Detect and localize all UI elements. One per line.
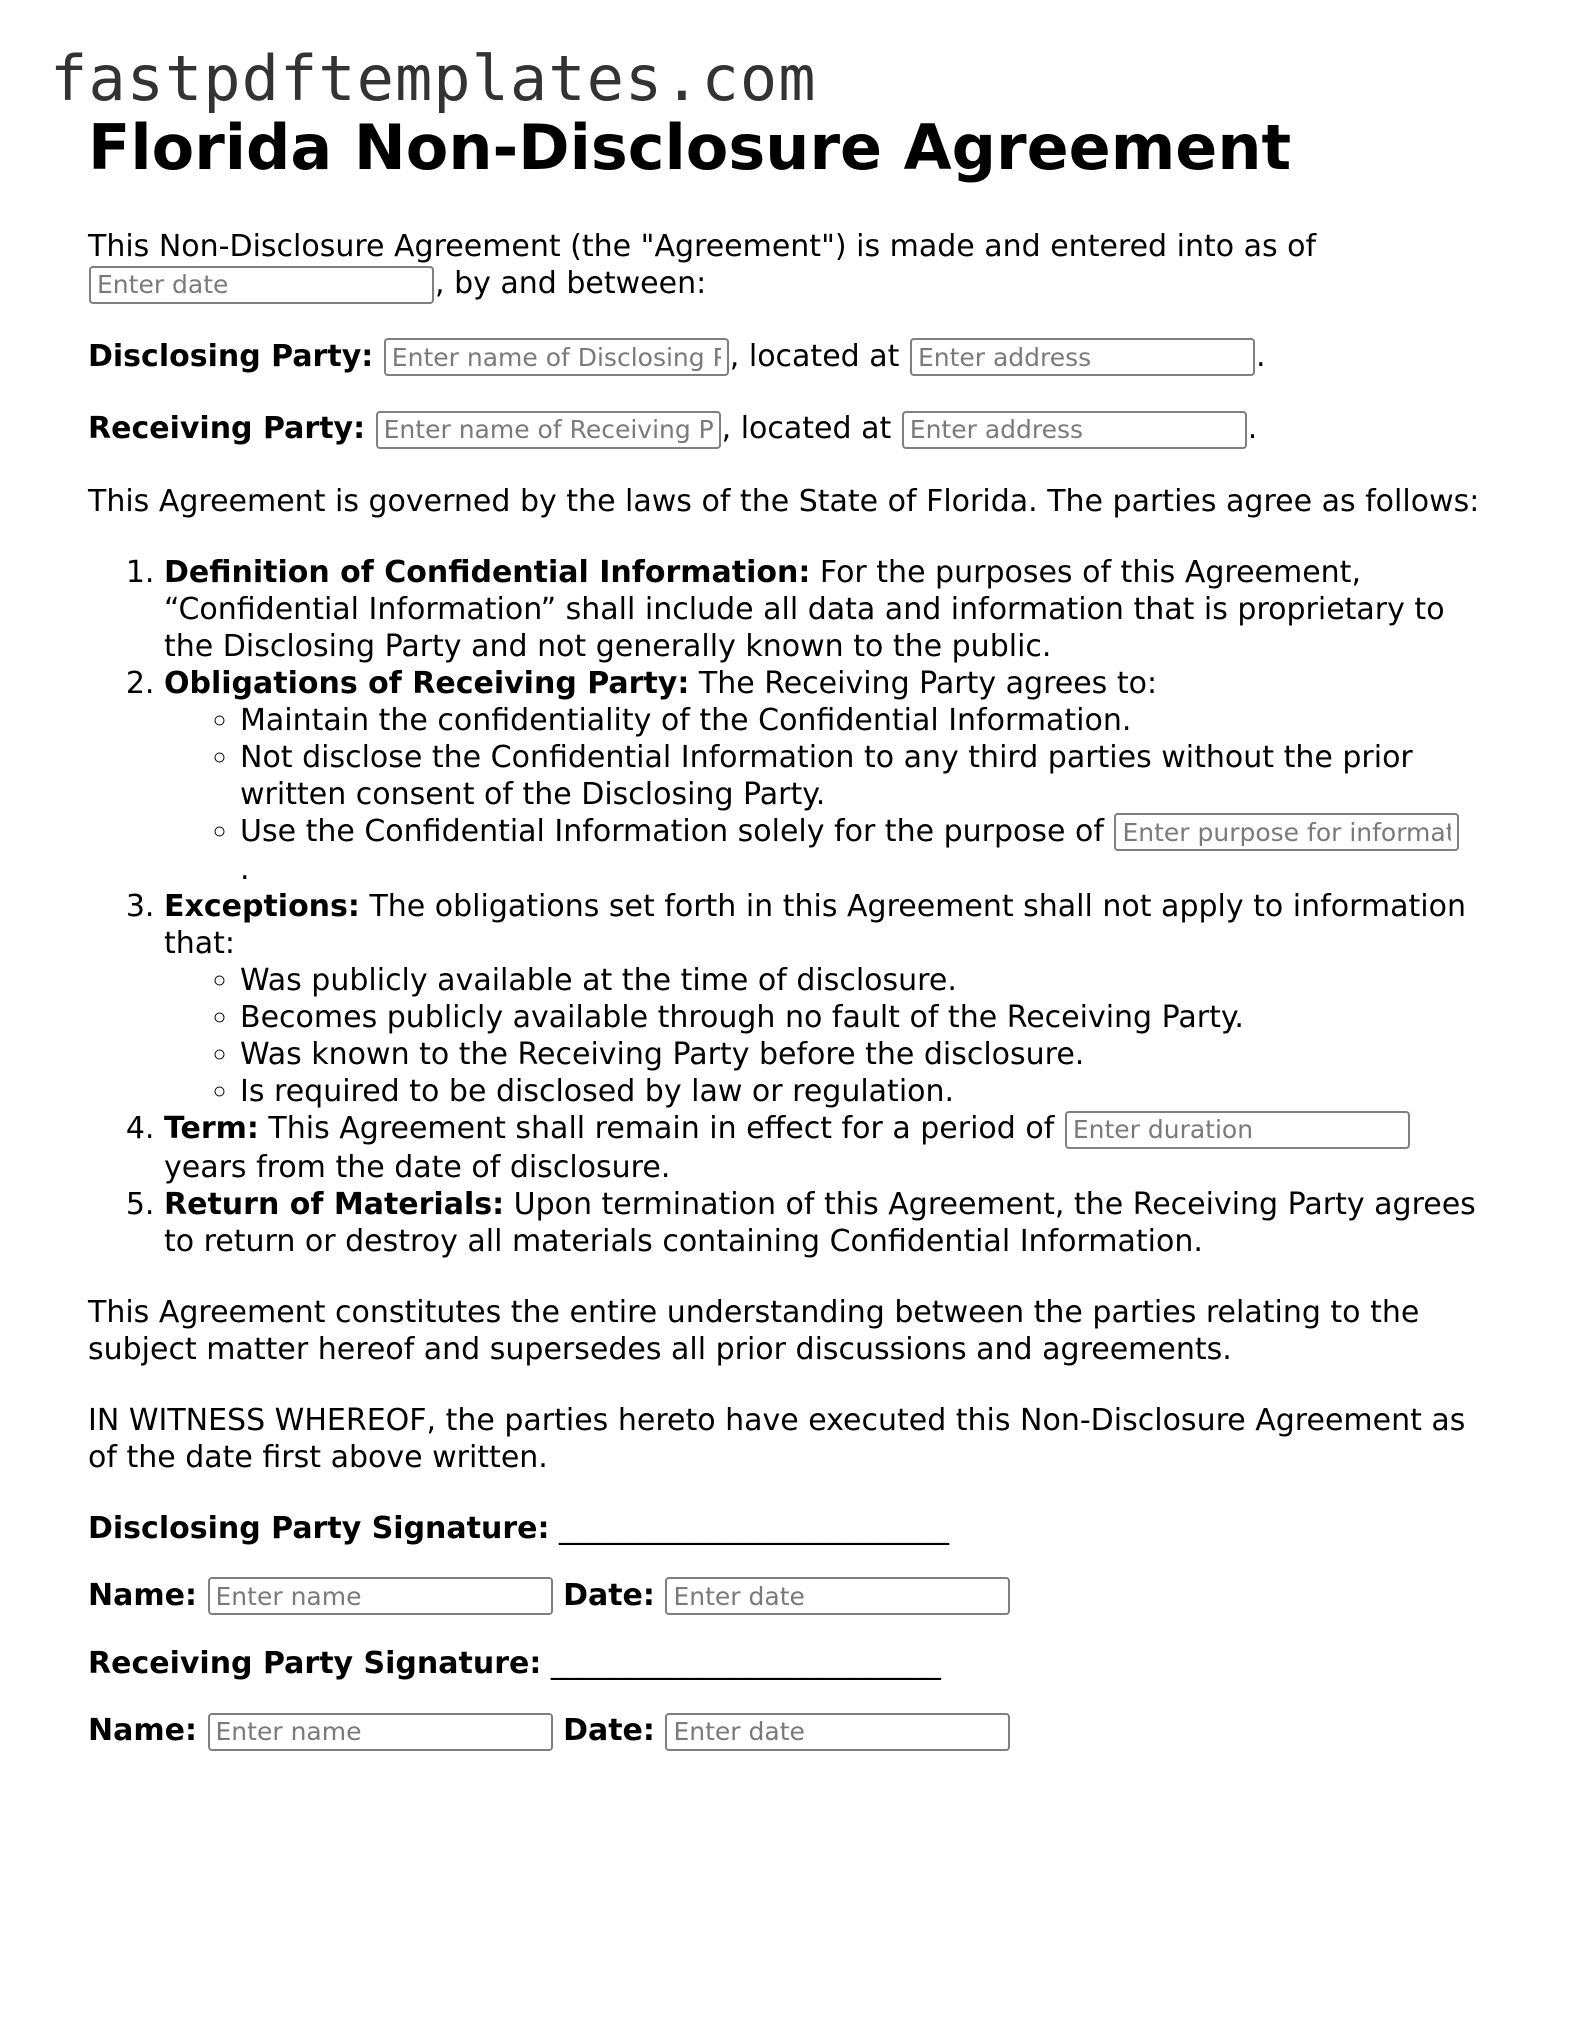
clause-text: Upon termination of this Agreement, the Receiving Party agrees to return or destroy all materials containing Confidential Information. — [164, 1186, 1476, 1259]
entire-agreement-paragraph: This Agreement constitutes the entire understanding between the parties relating to the subject matter hereof and supersedes all prior discussions and agreements. — [88, 1294, 1420, 1367]
receiving-signature-label: Receiving Party Signature: — [88, 1646, 542, 1681]
list-item: ◦ Was publicly available at the time of disclosure. — [240, 962, 1488, 999]
clause-title: Definition of Confidential Information: — [164, 554, 811, 590]
clause-text: For the purposes of this Agreement, “Confidential Information” shall include all data and information that is proprietary to the Disclosing Party and not generally known to the public. — [164, 554, 1445, 664]
disclosing-signature-label: Disclosing Party Signature: — [88, 1510, 550, 1546]
list-item: ◦ Is required to be disclosed by law or regulation. — [240, 1073, 1488, 1110]
clause-text-continued: years from the date of disclosure. — [164, 1149, 671, 1185]
clause-text: This Agreement shall remain in effect for a period of — [258, 1111, 1055, 1146]
date-label: Date: — [563, 1713, 655, 1748]
clause-text: The obligations set forth in this Agreement shall not apply to information that: — [164, 889, 1466, 961]
document — [88, 112, 1488, 1781]
list-item: ◦ Maintain the confidentiality of the Confidential Information. — [240, 702, 1488, 739]
intro-suffix: , by and between: — [435, 266, 707, 301]
name-label: Name: — [88, 1713, 197, 1748]
disclosing-party-row — [88, 338, 1488, 377]
clause-term — [164, 1110, 1488, 1186]
disclosing-name-input[interactable] — [208, 1577, 553, 1615]
receiving-party-row — [88, 410, 1488, 449]
clause-title: Return of Materials: — [164, 1186, 505, 1222]
disclosing-located-text: , located at — [729, 338, 900, 374]
watermark: fastpdftemplates.com — [50, 42, 817, 115]
duration-input[interactable] — [1065, 1111, 1410, 1149]
governing-law-paragraph: This Agreement is governed by the laws of the State of Florida. The parties agree as follows: — [88, 483, 1480, 519]
clause-text: The Receiving Party agrees to: — [689, 665, 1158, 701]
disclosing-date-input[interactable] — [665, 1577, 1010, 1615]
clause-list — [88, 554, 1488, 1260]
list-item: ◦ Becomes publicly available through no fault of the Receiving Party. — [240, 999, 1488, 1036]
clause-definition — [164, 554, 1488, 665]
effective-date-input[interactable] — [89, 266, 434, 304]
disclosing-name-date-row — [88, 1577, 1488, 1616]
intro-paragraph — [88, 228, 1488, 304]
purpose-end: . — [240, 852, 250, 887]
clause-return-materials — [164, 1186, 1488, 1260]
name-label: Name: — [88, 1577, 197, 1613]
receiving-located-text: , located at — [721, 411, 892, 446]
witness-paragraph: IN WITNESS WHEREOF, the parties hereto have executed this Non-Disclosure Agreement as of the date first above written. — [88, 1402, 1466, 1475]
disclosing-party-label: Disclosing Party: — [88, 338, 374, 374]
page-title: Florida Non-Disclosure Agreement — [88, 111, 1292, 184]
receiving-signature-row — [88, 1645, 1488, 1682]
disclosing-end: . — [1255, 338, 1266, 374]
clause-title: Exceptions: — [164, 889, 360, 924]
receiving-name-date-row — [88, 1712, 1488, 1751]
purpose-input[interactable] — [1114, 813, 1459, 851]
disclosing-signature-row — [88, 1510, 1488, 1547]
receiving-party-address-input[interactable] — [902, 411, 1247, 449]
date-label: Date: — [563, 1577, 655, 1613]
signature-line[interactable]: __________________________ — [550, 1646, 941, 1681]
clause-obligations — [164, 665, 1488, 889]
receiving-end: . — [1247, 411, 1258, 446]
disclosing-party-address-input[interactable] — [910, 338, 1255, 376]
receiving-party-label: Receiving Party: — [88, 411, 366, 446]
disclosing-party-name-input[interactable] — [384, 338, 729, 376]
intro-text: This Non-Disclosure Agreement (the "Agreement") is made and entered into as of — [88, 229, 1317, 264]
clause-title: Obligations of Receiving Party: — [164, 665, 690, 701]
clause-title: Term: — [164, 1111, 259, 1146]
exceptions-list — [164, 962, 1488, 1110]
list-item — [240, 813, 1488, 889]
purpose-text: Use the Confidential Information solely for the purpose of — [240, 813, 1104, 849]
clause-exceptions — [164, 888, 1488, 1110]
receiving-name-input[interactable] — [208, 1713, 553, 1751]
receiving-date-input[interactable] — [665, 1713, 1010, 1751]
receiving-party-name-input[interactable] — [376, 411, 721, 449]
list-item: ◦ Was known to the Receiving Party before the disclosure. — [240, 1036, 1488, 1073]
obligations-list — [164, 702, 1488, 889]
list-item: ◦ Not disclose the Confidential Information to any third parties without the prior written consent of the Disclosing Party. — [240, 739, 1488, 813]
signature-line[interactable]: __________________________ — [559, 1510, 950, 1546]
